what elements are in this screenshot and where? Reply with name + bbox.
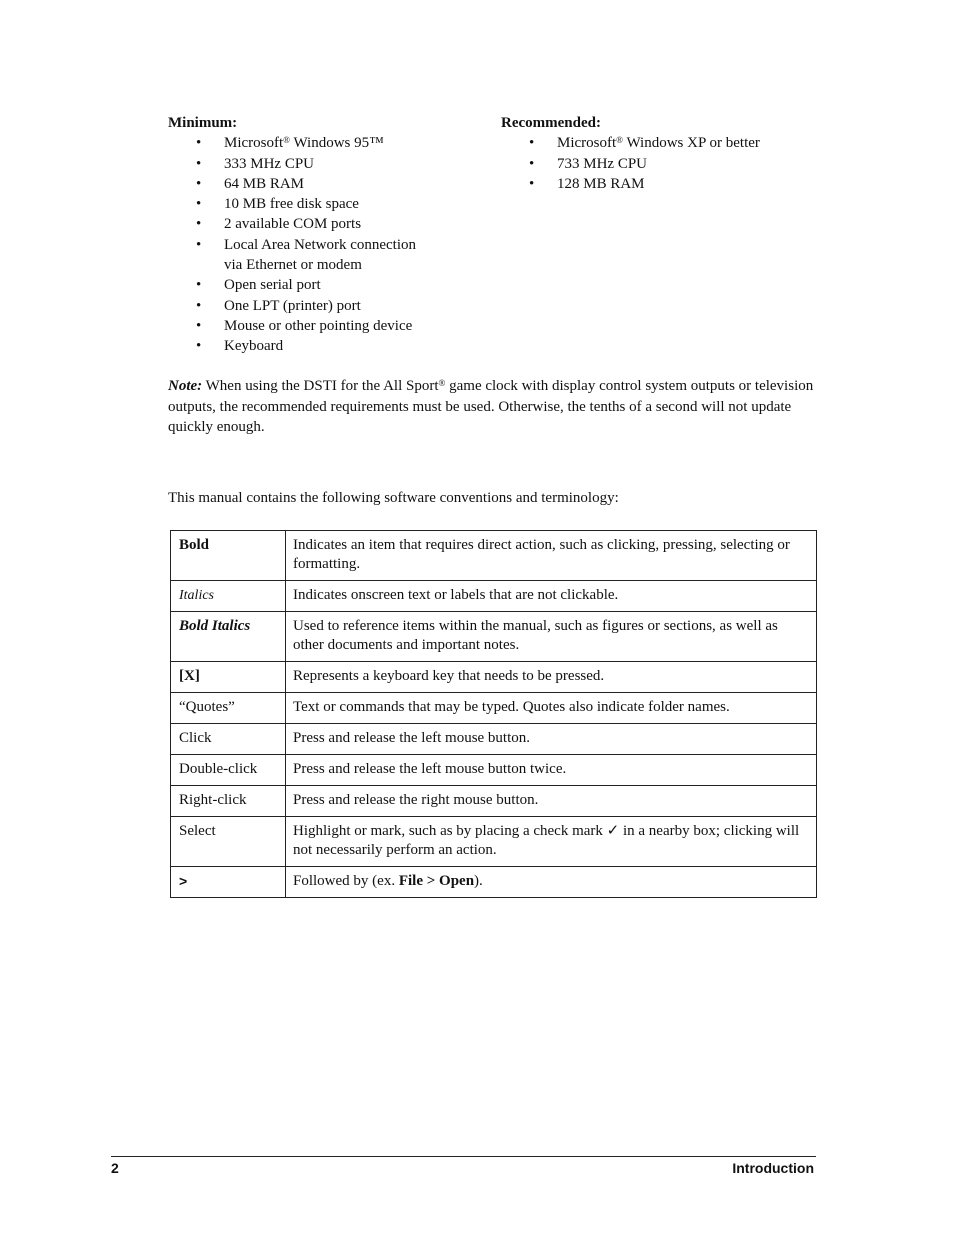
definition-cell: Text or commands that may be typed. Quotes also indicate folder names. [286,693,817,724]
term-cell: Click [171,724,286,755]
table-row [171,755,817,786]
term-cell: Bold Italics [171,612,286,662]
bullet-icon: • [196,297,202,314]
list-item: • 10 MB free disk space [168,194,468,214]
table-row [171,612,817,662]
footer-divider [111,1156,816,1157]
bullet-icon: • [529,135,535,152]
term-cell: Select [171,817,286,867]
recommended-list [501,133,821,194]
list-item: • 333 MHz CPU [168,154,468,174]
definition-cell: Followed by (ex. File > Open). [286,867,817,898]
bullet-icon: • [529,155,535,172]
list-item: • 733 MHz CPU [501,154,821,174]
term-cell: Bold [171,531,286,581]
minimum-title: Minimum: [168,115,238,131]
term-cell: Right-click [171,786,286,817]
term-cell: > [171,867,286,898]
bullet-icon: • [196,277,202,294]
table-row [171,817,817,867]
list-item: • Mouse or other pointing device [168,316,468,336]
definition-cell: Highlight or mark, such as by placing a check mark ✓ in a nearby box; clicking will not necessarily perform an action. [286,817,817,867]
list-item: • Keyboard [168,336,468,356]
bullet-icon: • [196,135,202,152]
table-row [171,724,817,755]
page-number: 2 [111,1160,119,1176]
bullet-icon: • [196,236,202,253]
bullet-icon: • [196,216,202,233]
list-item: • Open serial port [168,275,468,295]
bullet-icon: • [196,317,202,334]
bullet-icon: • [196,196,202,213]
minimum-requirements [168,113,468,357]
list-item: • 2 available COM ports [168,214,468,234]
definition-cell: Indicates onscreen text or labels that are not clickable. [286,581,817,612]
bullet-icon: • [196,338,202,355]
list-item: • 64 MB RAM [168,174,468,194]
bullet-icon: • [196,155,202,172]
note-label: Note: [168,378,203,394]
table-row [171,867,817,898]
list-item: • One LPT (printer) port [168,296,468,316]
definition-cell: Represents a keyboard key that needs to be pressed. [286,662,817,693]
term-cell: Italics [171,581,286,612]
table-row [171,693,817,724]
bullet-icon: • [529,175,535,192]
table-row [171,662,817,693]
table-row [171,531,817,581]
bullet-icon: • [196,175,202,192]
table-row [171,786,817,817]
definition-cell: Indicates an item that requires direct action, such as clicking, pressing, selecting or formatting. [286,531,817,581]
definition-cell: Press and release the right mouse button. [286,786,817,817]
table-row [171,581,817,612]
conventions-table [170,530,817,898]
definition-cell: Press and release the left mouse button. [286,724,817,755]
list-item: • Microsoft® Windows 95™ [168,133,468,153]
list-item: • Local Area Network connection via Ethernet or modem [196,236,417,274]
list-item: • 128 MB RAM [501,174,821,194]
term-cell: “Quotes” [171,693,286,724]
definition-cell: Press and release the left mouse button twice. [286,755,817,786]
recommended-title: Recommended: [501,115,601,131]
definition-cell: Used to reference items within the manual, such as figures or sections, as well as other documents and important notes. [286,612,817,662]
section-title: Introduction [732,1160,814,1176]
term-cell: Double-click [171,755,286,786]
conventions-intro: This manual contains the following software conventions and terminology: [168,490,619,506]
recommended-requirements [501,113,821,194]
note-paragraph: Note: When using the DSTI for the All Sport® game clock with display control system outputs or television outputs, the recommended requirements must be used. Otherwise, the tenths of a second will not update quickly enough. [168,378,814,435]
term-cell: [X] [171,662,286,693]
list-item: • Microsoft® Windows XP or better [501,133,821,153]
minimum-list [168,133,468,356]
